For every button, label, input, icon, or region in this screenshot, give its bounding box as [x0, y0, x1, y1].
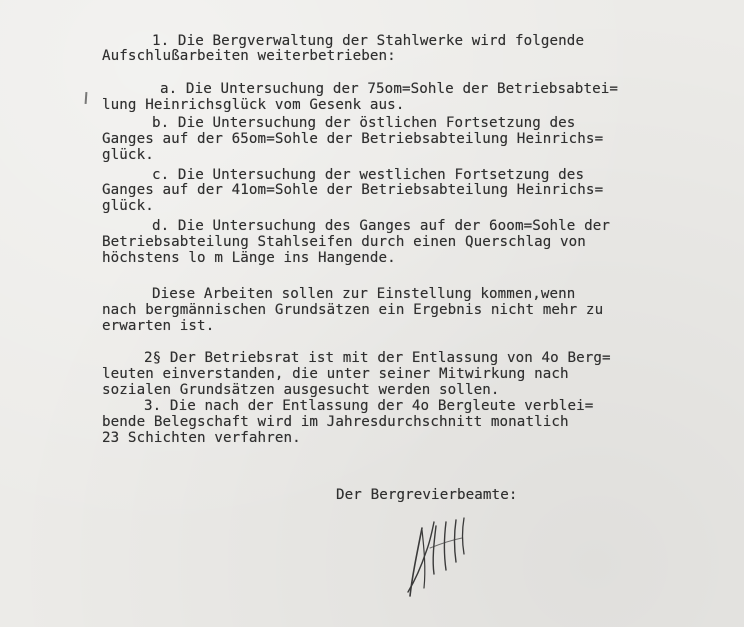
- text-line-12: Betriebsabteilung Stahlseifen durch einen Querschlag von: [102, 234, 586, 250]
- text-line-21: bende Belegschaft wird im Jahresdurchschnitt monatlich: [102, 414, 569, 430]
- text-line-2: Aufschlußarbeiten weiterbetrieben:: [102, 48, 396, 64]
- text-line-18: leuten einverstanden, die unter seiner Mitwirkung nach: [102, 366, 569, 382]
- text-line-16: erwarten ist.: [102, 318, 215, 334]
- text-line-20: 3. Die nach der Entlassung der 4o Bergleute verblei=: [144, 398, 594, 414]
- text-line-14: Diese Arbeiten sollen zur Einstellung kommen,wenn: [152, 286, 576, 302]
- margin-mark: [85, 92, 88, 104]
- text-line-8: c. Die Untersuchung der westlichen Fortsetzung des: [152, 167, 585, 183]
- text-line-19: sozialen Grundsätzen ausgesucht werden sollen.: [102, 382, 500, 398]
- text-line-6: Ganges auf der 65om=Sohle der Betriebsabteilung Heinrichs=: [102, 131, 604, 147]
- signatory-title: Der Bergrevierbeamte:: [336, 487, 518, 503]
- text-line-11: d. Die Untersuchung des Ganges auf der 6oom=Sohle der: [152, 218, 611, 234]
- text-line-1: 1. Die Bergverwaltung der Stahlwerke wird folgende: [152, 33, 585, 49]
- text-line-7: glück.: [102, 147, 154, 163]
- handwritten-signature: [400, 508, 490, 608]
- text-line-15: nach bergmännischen Grundsätzen ein Ergebnis nicht mehr zu: [102, 302, 604, 318]
- text-line-4: lung Heinrichsglück vom Gesenk aus.: [102, 97, 405, 113]
- text-line-3: a. Die Untersuchung der 75om=Sohle der Betriebsabtei=: [160, 81, 619, 97]
- text-line-13: höchstens lo m Länge ins Hangende.: [102, 250, 396, 266]
- text-line-9: Ganges auf der 41om=Sohle der Betriebsabteilung Heinrichs=: [102, 182, 604, 198]
- text-line-17: 2§ Der Betriebsrat ist mit der Entlassung von 4o Berg=: [144, 350, 611, 366]
- text-line-10: glück.: [102, 198, 154, 214]
- text-line-5: b. Die Untersuchung der östlichen Fortsetzung des: [152, 115, 576, 131]
- text-line-22: 23 Schichten verfahren.: [102, 430, 301, 446]
